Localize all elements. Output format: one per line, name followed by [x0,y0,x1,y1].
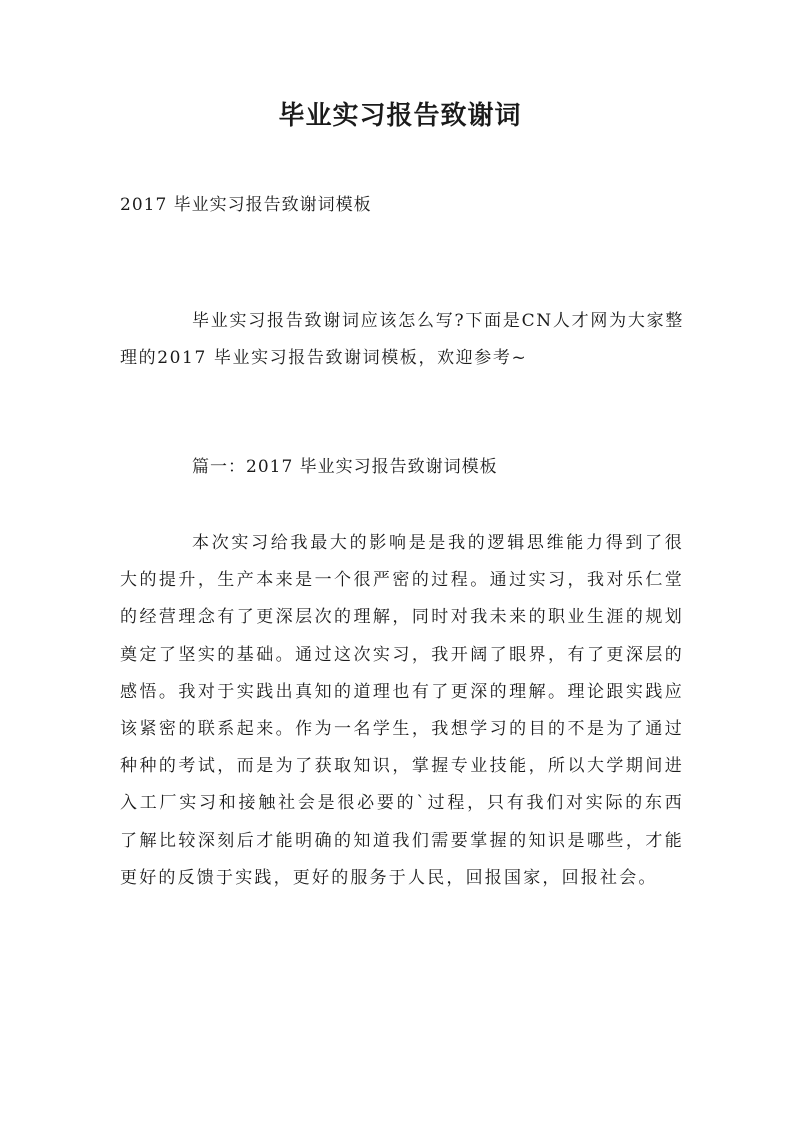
document-subtitle: 2017 毕业实习报告致谢词模板 [120,195,372,215]
document-title: 毕业实习报告致谢词 [278,101,522,131]
body-paragraph: 本次实习给我最大的影响是是我的逻辑思维能力得到了很大的提升，生产本来是一个很严密的过程。通过实习，我对乐仁堂的经营理念有了更深层次的理解，同时对我未来的职业生涯的规划奠定了坚实的基础。通过这次实习，我开阔了眼界，有了更深层的感悟。我对于实践出真知的道理也有了更深的理解。理论跟实践应该紧密的联系起来。作为一名学生，我想学习的目的不是为了通过种种的考试，而是为了获取知识，掌握专业技能，所以大学期间进入工厂实习和接触社会是很必要的`过程，只有我们对实际的东西了解比较深刻后才能明确的知道我们需要掌握的知识是哪些，才能更好的反馈于实践，更好的服务于人民，回报国家，回报社会。 [120,533,684,888]
section-heading: 篇一：2017 毕业实习报告致谢词模板 [192,457,498,477]
intro-paragraph: 毕业实习报告致谢词应该怎么写?下面是CN人才网为大家整理的2017 毕业实习报告致谢词模板，欢迎参考~ [120,311,684,368]
